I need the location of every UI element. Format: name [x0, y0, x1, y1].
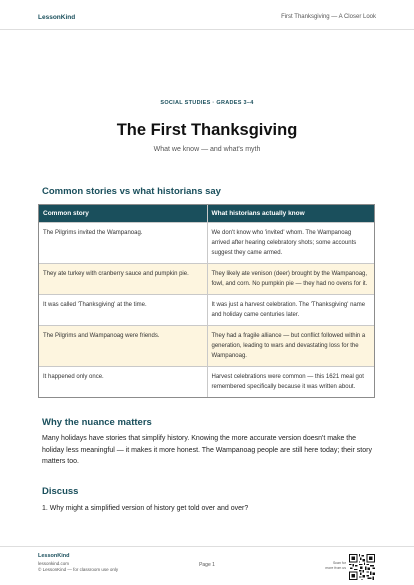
- qr-code-icon: [349, 554, 375, 580]
- footer-brand: LessonKind: [38, 553, 70, 559]
- header-brand: LessonKind: [38, 14, 76, 21]
- history-cell: They had a fragile alliance — but conflict followed within a generation, leading to wars and devastating loss for the Wampanoag.: [207, 326, 375, 366]
- scan-line-2: more from us: [325, 565, 346, 570]
- column-header-history: What historians actually know: [207, 205, 375, 222]
- page-footer: [0, 546, 414, 585]
- column-header-story: Common story: [43, 210, 89, 217]
- comparison-table: [38, 204, 375, 398]
- story-cell: They ate turkey with cranberry sauce and pumpkin pie.: [43, 271, 189, 277]
- page-header: [0, 0, 414, 30]
- nuance-heading: Why the nuance matters: [42, 417, 152, 428]
- page-title: The First Thanksgiving: [116, 121, 298, 139]
- story-cell: It happened only once.: [43, 374, 104, 380]
- table-row: [39, 366, 374, 397]
- page-subtitle: What we know — and what's myth: [153, 146, 261, 153]
- footer-site: lessonkind.com: [38, 561, 70, 566]
- table-header-row: [39, 205, 374, 222]
- story-cell: The Pilgrims invited the Wampanoag.: [43, 230, 143, 236]
- nuance-paragraph: Many holidays have stories that simplify history. Knowing the more accurate version doesn't make the holiday less meaningful — it makes it more honest. The Wampanoag people are still here today; their story matters too.: [42, 435, 372, 466]
- story-cell: It was called 'Thanksgiving' at the time.: [43, 302, 147, 308]
- table-row: [39, 325, 374, 366]
- table-row: [39, 222, 374, 263]
- discuss-question: 1. Why might a simplified version of history get told over and over?: [42, 505, 249, 512]
- table-row: [39, 263, 374, 294]
- comparison-heading: Common stories vs what historians say: [42, 186, 221, 197]
- history-cell: It was just a harvest celebration. The 'Thanksgiving' name and holiday came centuries later.: [207, 295, 375, 325]
- table-row: [39, 294, 374, 325]
- page-number: Page 1: [199, 562, 215, 568]
- scan-caption: [316, 561, 346, 570]
- history-cell: Harvest celebrations were common — this 1621 meal got remembered specifically because it was written about.: [207, 367, 375, 397]
- history-cell: They likely ate venison (deer) brought by the Wampanoag, fowl, and corn. No pumpkin pie — they had no ovens for it.: [207, 264, 375, 294]
- header-doc-title: First Thanksgiving — A Closer Look: [281, 14, 376, 20]
- history-cell: We don't know who 'invited' whom. The Wampanoag arrived after hearing celebratory shots; some accounts suggest they came armed.: [207, 223, 375, 263]
- discuss-heading: Discuss: [42, 486, 79, 497]
- footer-copyright: © LessonKind — for classroom use only: [38, 567, 119, 572]
- scan-line-1: Scan for: [332, 561, 346, 565]
- subject-eyebrow: SOCIAL STUDIES · GRADES 3–4: [160, 100, 254, 106]
- story-cell: The Pilgrims and Wampanoag were friends.: [43, 333, 160, 339]
